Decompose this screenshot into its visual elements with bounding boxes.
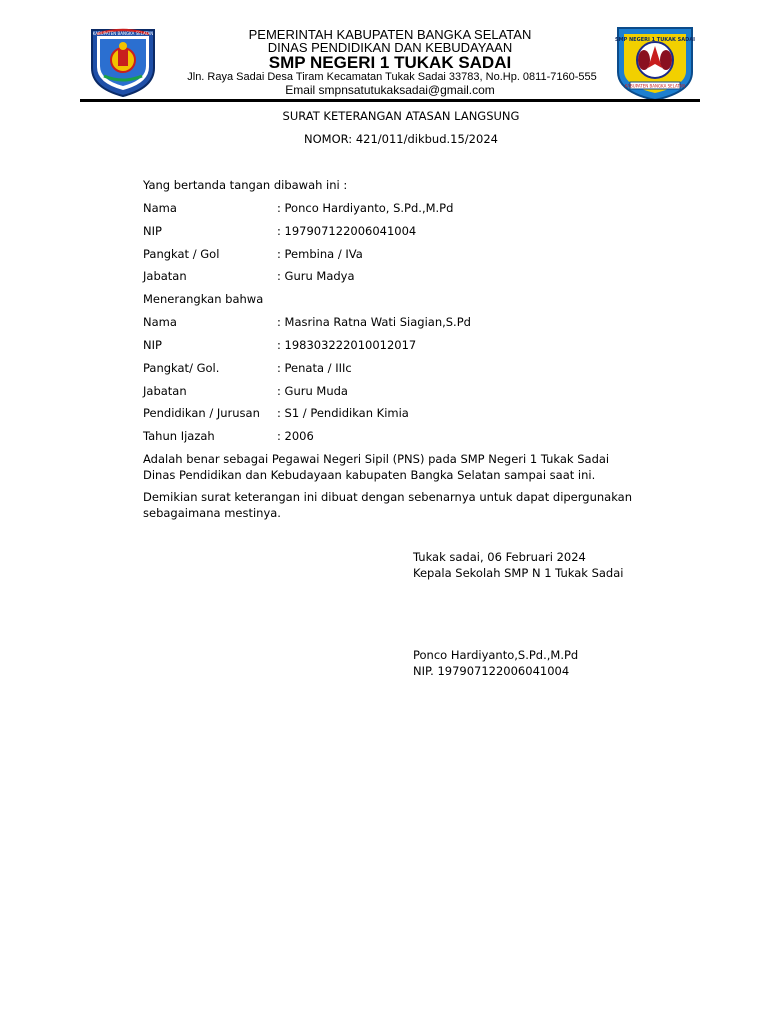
signature-nip: NIP. 197907122006041004 xyxy=(413,664,570,678)
letter-title: SURAT KETERANGAN ATASAN LANGSUNG xyxy=(282,109,520,123)
svg-text:KABUPATEN BANGKA SELATAN: KABUPATEN BANGKA SELATAN xyxy=(92,31,154,36)
subject-label: Tahun Ijazah xyxy=(143,429,215,443)
subject-label: NIP xyxy=(143,338,162,352)
closing-paragraph: Demikian surat keterangan ini dibuat dengan sebenarnya untuk dapat dipergunakan sebagaimana mestinya. xyxy=(143,490,633,520)
signer-label: Pangkat / Gol xyxy=(143,247,220,261)
signature-position: Kepala Sekolah SMP N 1 Tukak Sadai xyxy=(413,566,624,580)
svg-text:KABUPATEN BANGKA SELATAN: KABUPATEN BANGKA SELATAN xyxy=(624,83,686,89)
subject-value: : Masrina Ratna Wati Siagian,S.Pd xyxy=(277,315,471,329)
signer-value: : Guru Madya xyxy=(277,269,355,283)
subject-value: : 198303222010012017 xyxy=(277,338,417,352)
explains-text: Menerangkan bahwa xyxy=(143,292,264,306)
regency-emblem-logo xyxy=(88,24,158,98)
letter-number: NOMOR: 421/011/dikbud.15/2024 xyxy=(304,132,498,146)
letterhead-email: Email smpnsatutukaksadai@gmail.com xyxy=(285,83,495,97)
letterhead-address: Jln. Raya Sadai Desa Tiram Kecamatan Tukak Sadai 33783, No.Hp. 0811-7160-555 xyxy=(187,71,597,83)
letterhead-department: DINAS PENDIDIKAN DAN KEBUDAYAAN xyxy=(267,40,513,55)
signature-place-date: Tukak sadai, 06 Februari 2024 xyxy=(413,550,586,564)
subject-value: : S1 / Pendidikan Kimia xyxy=(277,406,409,420)
subject-label: Pangkat/ Gol. xyxy=(143,361,220,375)
letterhead-government: PEMERINTAH KABUPATEN BANGKA SELATAN xyxy=(248,27,532,42)
signer-label: Nama xyxy=(143,201,177,215)
signer-label: NIP xyxy=(143,224,162,238)
subject-label: Nama xyxy=(143,315,177,329)
subject-label: Pendidikan / Jurusan xyxy=(143,406,260,420)
signer-label: Jabatan xyxy=(143,269,187,283)
school-emblem-logo xyxy=(610,22,700,102)
subject-value: : Penata / IIIc xyxy=(277,361,352,375)
letterhead-divider xyxy=(80,99,700,102)
signer-value: : Ponco Hardiyanto, S.Pd.,M.Pd xyxy=(277,201,454,215)
signer-value: : Pembina / IVa xyxy=(277,247,363,261)
statement-paragraph: Adalah benar sebagai Pegawai Negeri Sipil (PNS) pada SMP Negeri 1 Tukak Sadai Dinas Pendidikan dan Kebudayaan kabupaten Bangka Selatan sampai saat ini. xyxy=(143,452,610,482)
signature-name: Ponco Hardiyanto,S.Pd.,M.Pd xyxy=(413,648,579,662)
intro-text: Yang bertanda tangan dibawah ini : xyxy=(143,178,348,192)
subject-value: : Guru Muda xyxy=(277,384,348,398)
subject-value: : 2006 xyxy=(277,429,314,443)
svg-text:SMP NEGERI 1 TUKAK SADAI: SMP NEGERI 1 TUKAK SADAI xyxy=(615,37,695,43)
letterhead-school-name: SMP NEGERI 1 TUKAK SADAI xyxy=(268,53,512,72)
subject-label: Jabatan xyxy=(143,384,187,398)
signer-value: : 197907122006041004 xyxy=(277,224,417,238)
